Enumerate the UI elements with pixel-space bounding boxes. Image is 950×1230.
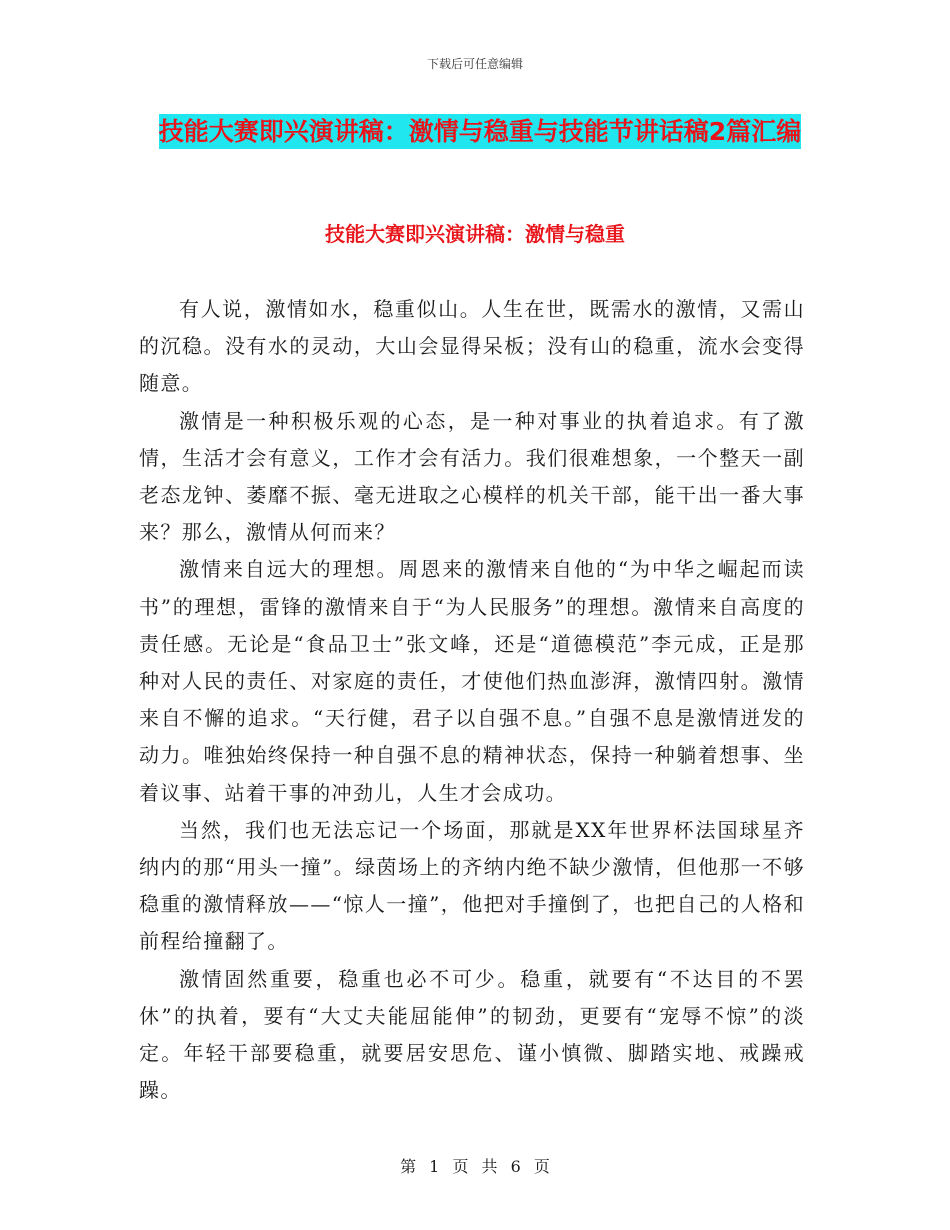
paragraph: 激情固然重要，稳重也必不可少。稳重，就要有“不达目的不罢休”的执着，要有“大丈夫能屈能伸”的韧劲，更要有“宠辱不惊”的淡定。年轻干部要稳重，就要居安思危、谨小慎微、脚踏实地、戒躁戒躁。 bbox=[139, 966, 805, 1103]
paragraph: 激情是一种积极乐观的心态，是一种对事业的执着追求。有了激情，生活才会有意义，工作才会有活力。我们很难想象，一个整天一副老态龙钟、萎靡不振、毫无进取之心模样的机关干部，能干出一番大事来？那么，激情从何而来？ bbox=[139, 408, 805, 545]
page-number-footer: 第 1 页 共 6 页 bbox=[400, 1157, 550, 1176]
section-title: 技能大赛即兴演讲稿：激情与稳重 bbox=[325, 222, 625, 246]
document-title bbox=[140, 106, 820, 158]
document-title-text: 技能大赛即兴演讲稿：激情与稳重与技能节讲话稿2篇汇编 bbox=[159, 114, 801, 149]
paragraph: 有人说，激情如水，稳重似山。人生在世，既需水的激情，又需山的沉稳。没有水的灵动，大山会显得呆板；没有山的稳重，流水会变得随意。 bbox=[139, 297, 805, 396]
paragraph: 激情来自远大的理想。周恩来的激情来自他的“为中华之崛起而读书”的理想，雷锋的激情来自于“为人民服务”的理想。激情来自高度的责任感。无论是“食品卫士”张文峰，还是“道德模范”李元成，正是那种对人民的责任、对家庭的责任，才使他们热血澎湃，激情四射。激情来自不懈的追求。“天行健，君子以自强不息。”自强不息是激情迸发的动力。唯独始终保持一种自强不息的精神状态，保持一种躺着想事、坐着议事、站着干事的冲劲儿，人生才会成功。 bbox=[139, 557, 805, 805]
paragraph: 当然，我们也无法忘记一个场面，那就是XX年世界杯法国球星齐纳内的那“用头一撞”。绿茵场上的齐纳内绝不缺少激情，但他那一不够稳重的激情释放——“惊人一撞”，他把对手撞倒了，也把自己的人格和前程给撞翻了。 bbox=[139, 817, 805, 954]
header-note: 下载后可任意编辑 bbox=[426, 57, 523, 71]
document-body bbox=[139, 291, 805, 1109]
